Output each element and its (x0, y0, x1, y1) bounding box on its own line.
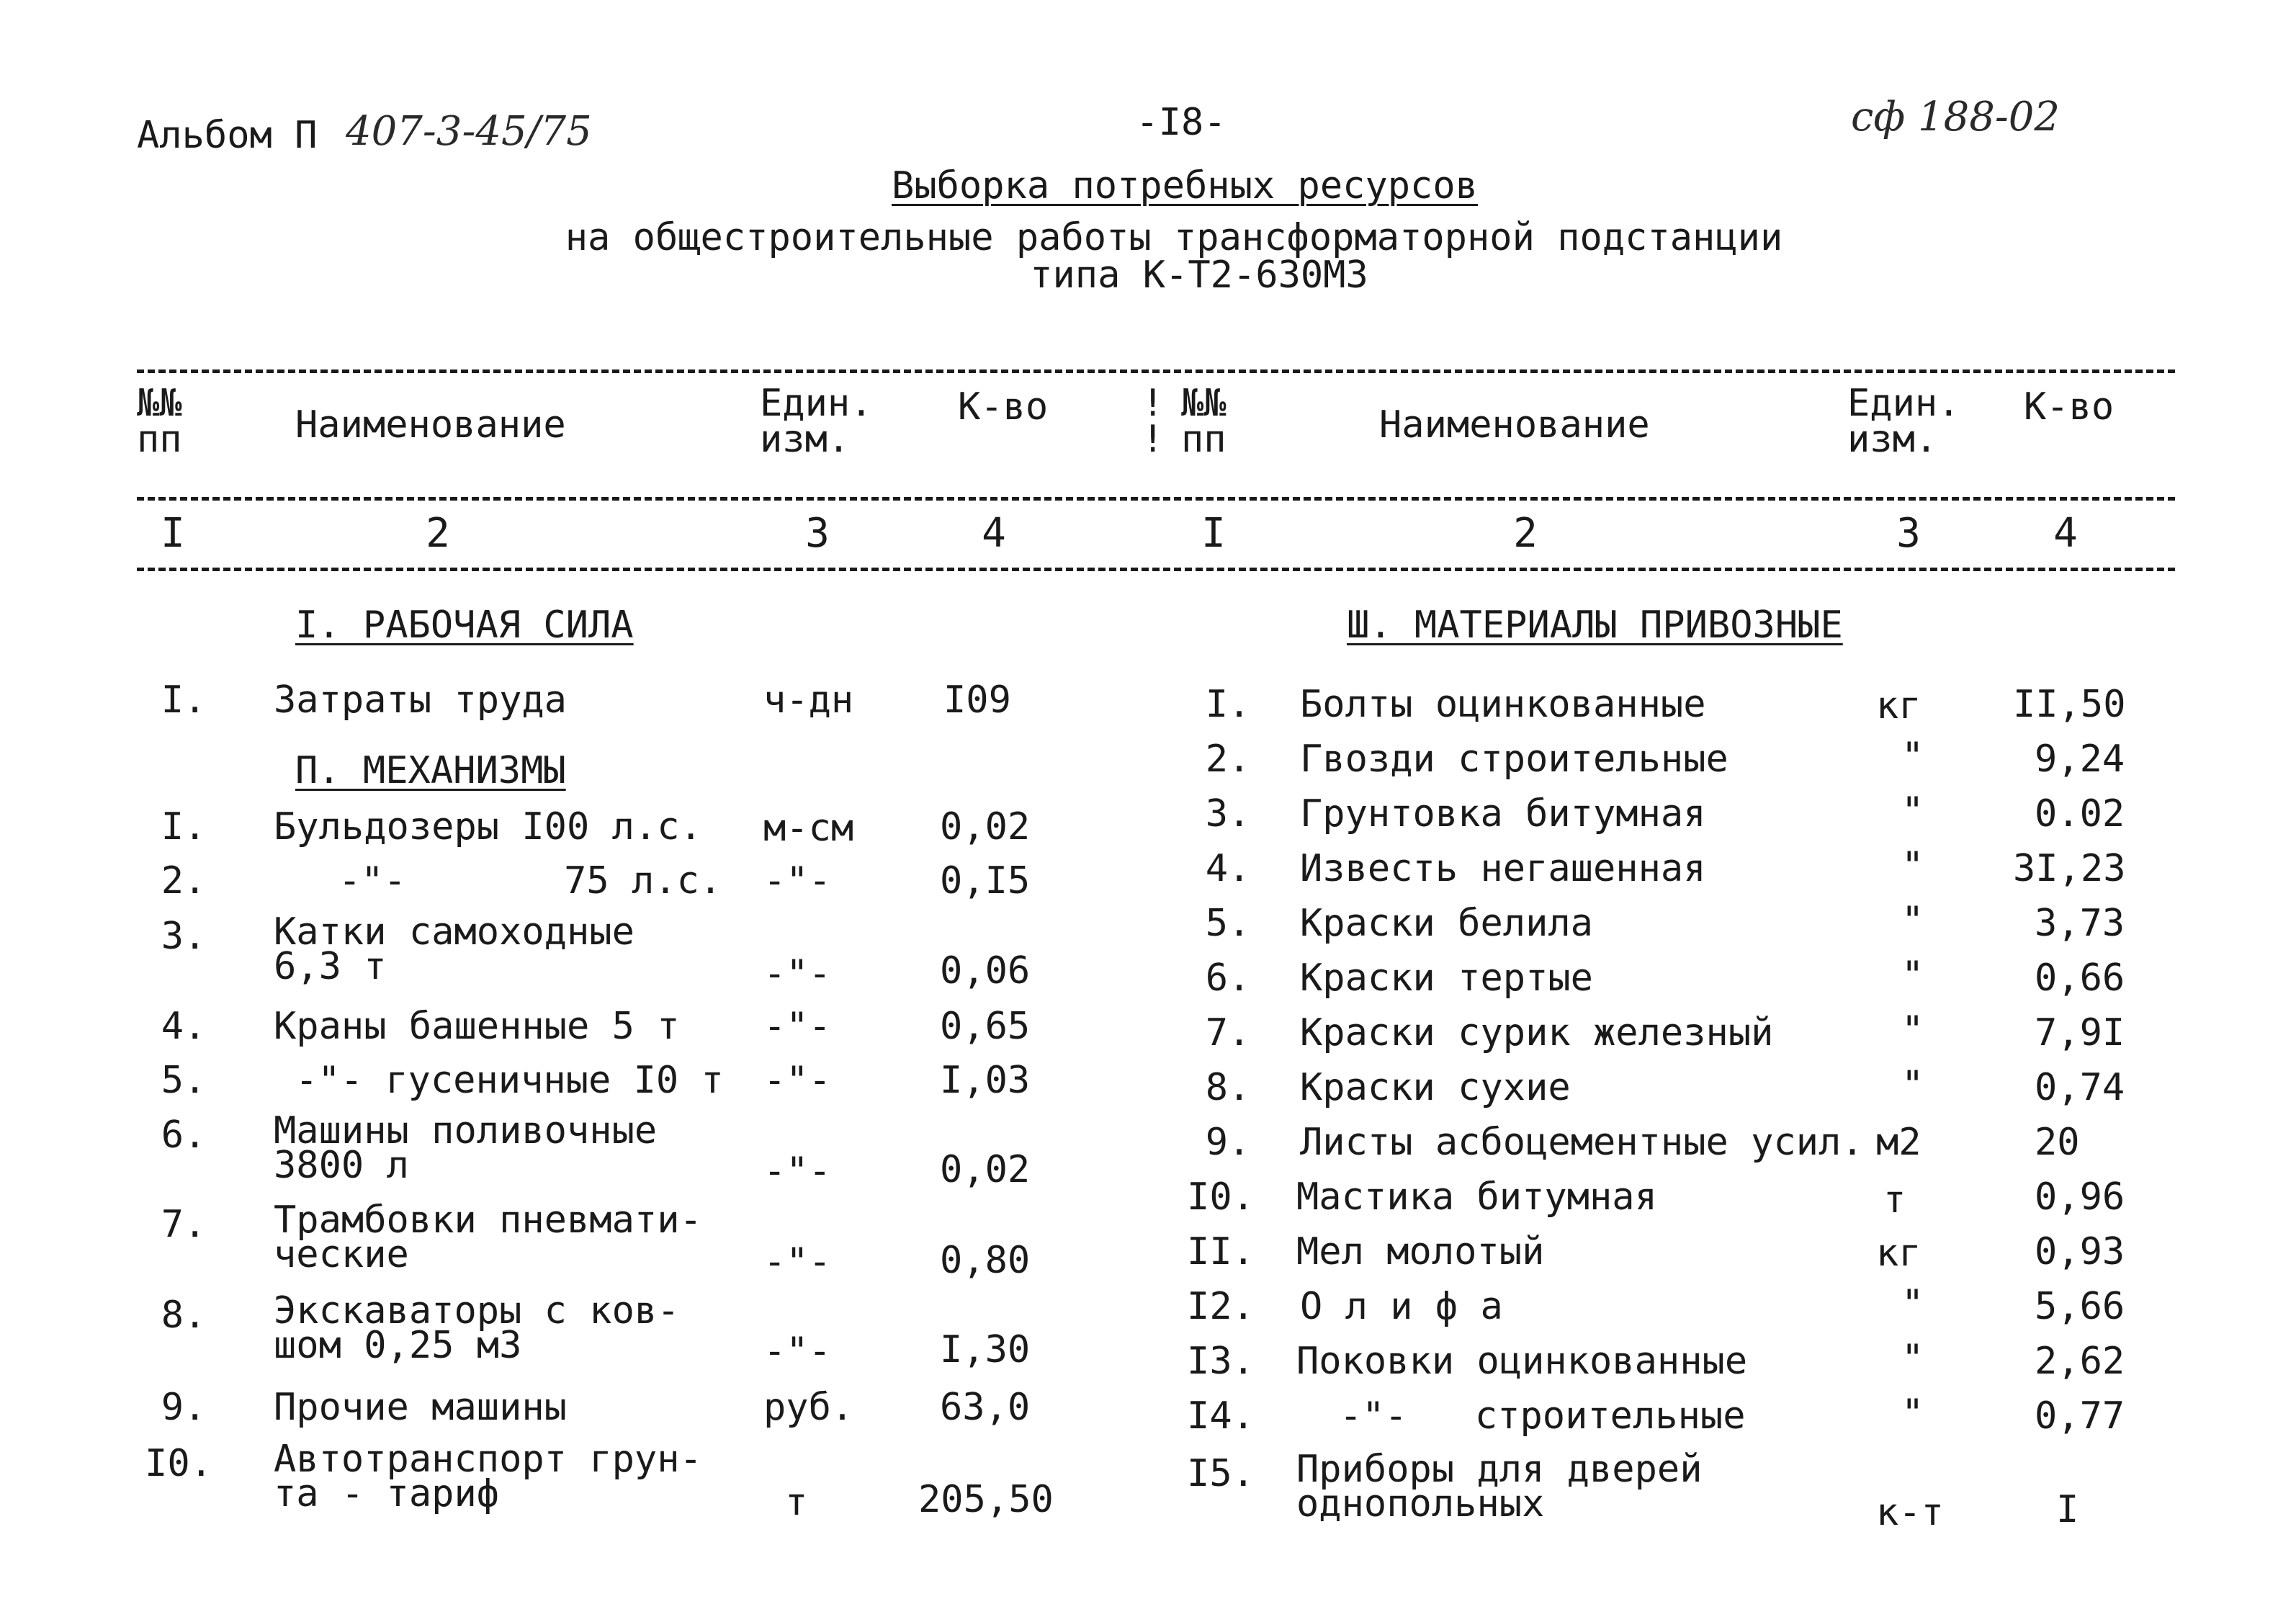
row-unit: -"- (763, 952, 831, 995)
row-qty: 0,93 (2035, 1230, 2125, 1273)
row-qty: 2,62 (2035, 1340, 2125, 1383)
row-unit: ч-дн (763, 678, 854, 722)
row-num: 7. (1205, 1011, 1251, 1054)
row-num: 3. (1205, 792, 1251, 836)
row-name: Приборы для дверей однопольных (1296, 1448, 1703, 1526)
row-qty: I (2056, 1488, 2079, 1531)
col-header-unit-right: Един. изм. (1847, 382, 1960, 461)
row-name: Краски сурик железный (1300, 1011, 1774, 1054)
row-qty: 0,80 (940, 1239, 1031, 1282)
row-qty: 0,96 (2035, 1175, 2125, 1219)
table-header-rule (137, 497, 2175, 501)
row-name: Грунтовка битумная (1300, 792, 1706, 836)
row-num: I. (161, 805, 207, 848)
row-unit: " (1901, 1392, 1924, 1435)
row-unit: " (1901, 789, 1924, 833)
row-unit: кг (1876, 1232, 1921, 1275)
row-name: Болты оцинкованные (1300, 683, 1706, 726)
row-name: -"- строительные (1340, 1394, 1746, 1438)
row-unit: " (1901, 1282, 1924, 1325)
index-qty-right: 4 (2053, 510, 2078, 557)
row-num: 6. (1205, 957, 1251, 1000)
row-name: Гвозди строительные (1300, 738, 1728, 781)
row-num: 9. (1205, 1121, 1251, 1164)
row-qty: I,30 (940, 1328, 1031, 1371)
row-num: 3. (161, 915, 207, 958)
archive-code-handwritten: сф 188-02 (1851, 94, 2060, 140)
row-num: 8. (1205, 1066, 1251, 1109)
row-unit: " (1901, 1063, 1924, 1106)
row-unit: " (1901, 954, 1924, 997)
row-qty: 0.02 (2035, 792, 2125, 836)
row-qty: 9,24 (2035, 738, 2125, 781)
row-name: Мел молотый (1296, 1230, 1545, 1273)
row-num: I2. (1187, 1285, 1255, 1328)
index-qty-left: 4 (982, 510, 1006, 557)
row-num: I0. (1187, 1175, 1255, 1219)
row-unit: " (1901, 735, 1924, 778)
row-num: II. (1187, 1230, 1255, 1273)
row-qty: 7,9I (2035, 1011, 2125, 1054)
row-unit: -"- (763, 1240, 831, 1284)
row-num: 9. (161, 1386, 207, 1429)
row-qty: 205,50 (918, 1478, 1054, 1521)
row-unit: " (1901, 1337, 1924, 1380)
row-qty: 0,65 (940, 1005, 1031, 1048)
row-unit: -"- (763, 1059, 831, 1102)
index-name-left: 2 (426, 510, 450, 557)
row-name: Автотранспорт грун- та - тариф (274, 1438, 702, 1515)
album-code-handwritten: 407-3-45/75 (346, 108, 592, 155)
index-unit-right: 3 (1896, 510, 1921, 557)
row-num: I3. (1187, 1340, 1255, 1383)
row-num: I. (161, 678, 207, 722)
row-unit: " (1901, 1008, 1924, 1052)
row-name: Затраты труда (274, 678, 567, 722)
table-index-rule (137, 568, 2175, 571)
row-qty: 3I,23 (2013, 847, 2126, 890)
row-unit: -"- (763, 1330, 831, 1373)
row-qty: 63,0 (940, 1386, 1031, 1429)
document-title: Выборка потребных ресурсов (892, 164, 1478, 207)
row-name: Краски тертые (1300, 957, 1593, 1000)
row-num: 4. (161, 1005, 207, 1048)
section-labor-title-text: I. РАБОЧАЯ СИЛА (295, 604, 634, 647)
row-name: Бульдозеры I00 л.с. (274, 805, 702, 848)
row-name: Прочие машины (274, 1386, 567, 1429)
row-num: 7. (161, 1203, 207, 1246)
row-qty: 20 (2035, 1121, 2080, 1164)
row-unit: м2 (1876, 1121, 1921, 1164)
row-name: Краны башенные 5 т (274, 1005, 680, 1048)
row-qty: 0,77 (2035, 1394, 2125, 1438)
row-num: I0. (145, 1442, 212, 1485)
row-num: I. (1205, 683, 1251, 726)
album-label: Альбом П (137, 114, 318, 157)
row-name: Листы асбоцементные усил. (1300, 1121, 1864, 1164)
row-num: 5. (1205, 902, 1251, 945)
row-num: 4. (1205, 847, 1251, 890)
col-header-name-right: Наименование (1379, 403, 1650, 447)
row-unit: " (1901, 844, 1924, 887)
col-header-qty-left: К-во (958, 385, 1049, 429)
row-qty: 0,02 (940, 805, 1031, 848)
column-separator: ! ! (1142, 382, 1165, 461)
row-unit: кг (1876, 684, 1921, 727)
row-qty: 0,02 (940, 1148, 1031, 1191)
page-number: -I8- (1136, 101, 1227, 144)
col-header-qty-right: К-во (2024, 385, 2115, 429)
col-header-unit-left: Един. изм. (760, 382, 873, 461)
row-name: О л и ф а (1300, 1285, 1503, 1328)
row-qty: 0,74 (2035, 1066, 2125, 1109)
row-unit: -"- (763, 1005, 831, 1048)
row-unit: руб. (763, 1386, 854, 1429)
section-materials-title: Ш. МАТЕРИАЛЫ ПРИВОЗНЫЕ (1347, 604, 1843, 647)
row-num: 8. (161, 1294, 207, 1337)
section-machinery-title: П. МЕХАНИЗМЫ (295, 749, 566, 792)
row-name: Катки самоходные 6,3 т (274, 910, 634, 988)
row-name: Поковки оцинкованные (1296, 1340, 1748, 1383)
index-name-right: 2 (1513, 510, 1538, 557)
document-subtitle-type: типа К-Т2-630МЗ (1030, 254, 1368, 297)
section-labor-title (295, 604, 634, 647)
row-num: 2. (1205, 738, 1251, 781)
document-subtitle: на общестроительные работы трансформаторной подстанции (565, 216, 1783, 259)
row-unit: к-т (1876, 1491, 1944, 1534)
row-qty: 0,06 (940, 949, 1031, 993)
row-qty: 3,73 (2035, 902, 2125, 945)
index-unit-left: 3 (805, 510, 830, 557)
row-num: 2. (161, 859, 207, 902)
row-name: Экскаваторы с ков- шом 0,25 м3 (274, 1289, 680, 1367)
row-qty: 0,I5 (940, 859, 1031, 902)
row-name: -"- 75 л.с. (338, 859, 722, 902)
row-name: Известь негашенная (1300, 847, 1706, 890)
row-qty: 5,66 (2035, 1285, 2125, 1328)
row-num: 5. (161, 1059, 207, 1102)
col-header-num-left: №№ пп (137, 382, 182, 461)
row-num: I5. (1187, 1452, 1255, 1495)
row-num: I4. (1187, 1394, 1255, 1438)
row-name: Трамбовки пневмати- ческие (274, 1199, 702, 1276)
row-name: Краски белила (1300, 902, 1593, 945)
row-unit: т (1883, 1178, 1906, 1222)
index-num-left: I (161, 510, 185, 557)
col-header-name-left: Наименование (295, 403, 566, 447)
row-qty: II,50 (2013, 683, 2126, 726)
row-num: 6. (161, 1114, 207, 1157)
row-qty: I09 (943, 678, 1011, 722)
row-qty: 0,66 (2035, 957, 2125, 1000)
row-unit: т (785, 1481, 808, 1524)
row-name: Краски сухие (1300, 1066, 1571, 1109)
row-name: -"- гусеничные I0 т (295, 1059, 724, 1102)
row-qty: I,03 (940, 1059, 1031, 1102)
row-unit: -"- (763, 859, 831, 902)
index-num-right: I (1201, 510, 1226, 557)
table-top-rule (137, 369, 2175, 373)
row-unit: " (1901, 899, 1924, 942)
col-header-num-right: №№ пп (1181, 382, 1227, 461)
row-unit: м-см (763, 807, 854, 850)
row-unit: -"- (763, 1150, 831, 1193)
row-name: Мастика битумная (1296, 1175, 1657, 1219)
row-name: Машины поливочные 3800 л (274, 1109, 658, 1187)
